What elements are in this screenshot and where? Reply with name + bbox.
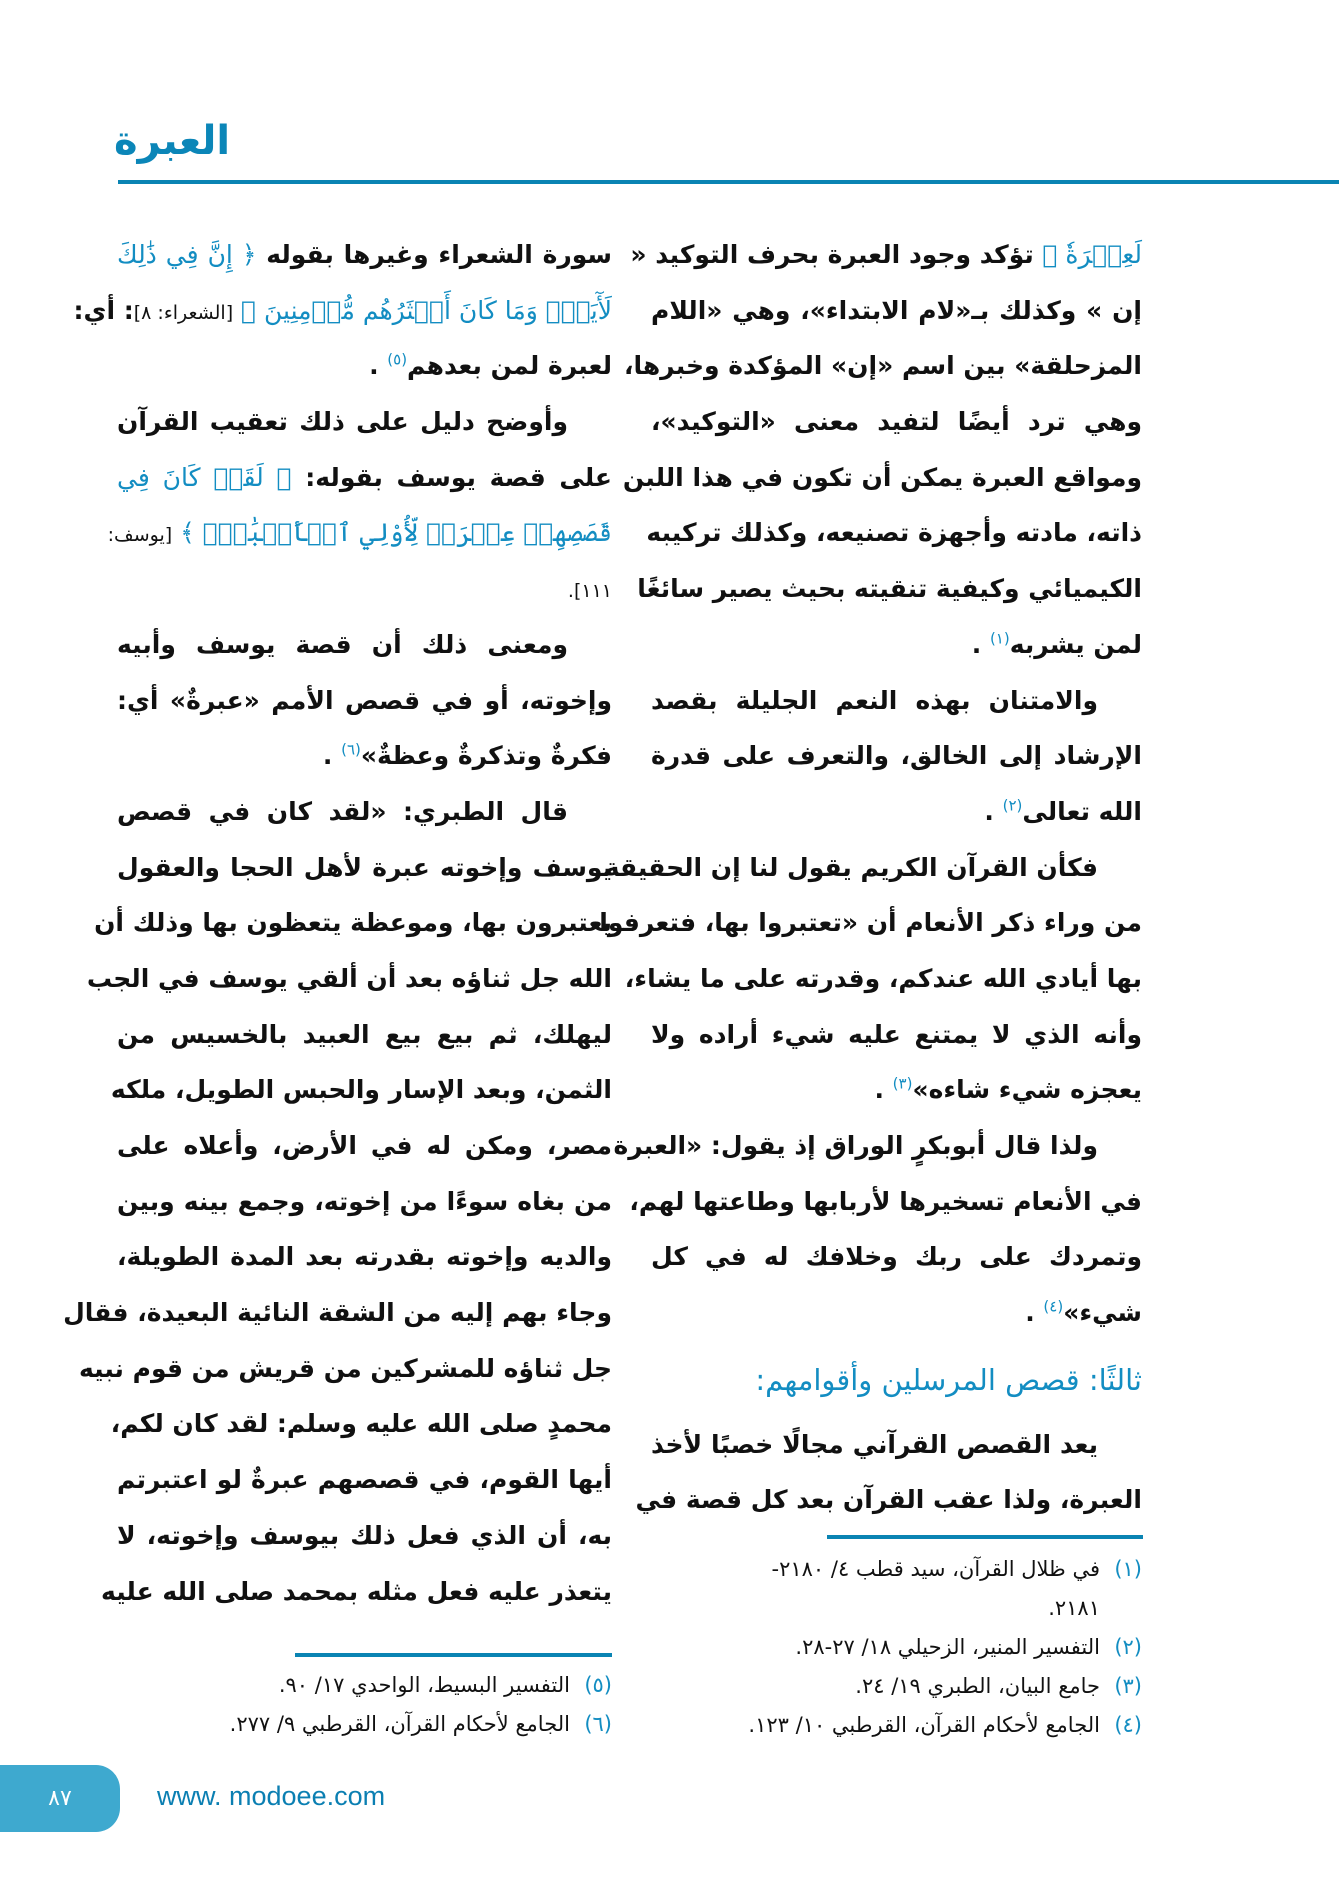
text-line: [94, 895, 612, 951]
text-segment: : أي:: [73, 295, 134, 325]
text-segment: .: [1025, 1298, 1044, 1328]
quran-verse: قَصَصِهِمۡ عِبۡرَةٞ لِّأُوْلِي ٱلۡأَلۡبَٰبِۗ ﴾: [172, 518, 612, 548]
text-line: [117, 227, 612, 283]
text-segment: العبرة، ولذا عقب القرآن بعد كل قصة في: [635, 1485, 1142, 1515]
text-segment: ذاته، مادته وأجهزة تصنيعه، وكذلك تركيبه: [646, 518, 1142, 548]
footnote: [117, 1666, 612, 1705]
footnote-ref[interactable]: (١): [989, 629, 1010, 648]
footnote-number: (٥): [584, 1673, 612, 1697]
text-line: [78, 1341, 612, 1397]
page-number: ٨٧: [48, 1786, 72, 1811]
footnote-divider-left: [295, 1653, 612, 1657]
text-line: [63, 1285, 612, 1341]
text-line: [651, 1062, 1142, 1118]
text-segment: في الأنعام تسخيرها لأربابها وطاعتها لهم،: [629, 1186, 1142, 1216]
text-segment: يعتبرون بها، وموعظة يتعظون بها وذلك أن: [94, 908, 612, 938]
text-segment: ليهلك، ثم بيع بيع العبيد بالخسيس من: [117, 1019, 612, 1049]
text-segment: الإرشاد إلى الخالق، والتعرف على قدرة: [651, 741, 1142, 771]
text-segment: ومواقع العبرة يمكن أن تكون في هذا اللبن: [622, 462, 1142, 492]
text-line: [651, 283, 1142, 339]
text-line: [117, 1508, 612, 1564]
text-line: [117, 450, 612, 506]
text-segment: وإخوته، أو في قصص الأمم «عبرةٌ» أي:: [117, 685, 612, 715]
text-line: [604, 840, 1142, 896]
text-line: [637, 561, 1142, 617]
text-line: [110, 1062, 612, 1118]
text-segment: مصر، ومكن له في الأرض، وأعلاه على: [117, 1131, 612, 1160]
text-line: [651, 673, 1142, 729]
text-segment: من وراء ذكر الأنعام أن «تعتبروا بها، فتعرفوا: [599, 908, 1142, 938]
footnote-number: (٤): [1114, 1713, 1142, 1737]
text-segment: شيء»: [1063, 1298, 1142, 1328]
text-line: [651, 394, 1142, 450]
text-line: [623, 338, 1142, 394]
text-line: [635, 1472, 1142, 1528]
text-line: [117, 1118, 612, 1174]
footnote-number: (٢): [1114, 1635, 1142, 1659]
text-segment: لعبرة لمن بعدهم: [407, 351, 612, 381]
footnote: [117, 1705, 612, 1744]
text-line: [651, 784, 1142, 840]
text-segment: وجاء بهم إليه من الشقة النائية البعيدة، فقال: [63, 1298, 612, 1328]
text-segment: قال الطبري: «لقد كان في قصص: [117, 796, 568, 826]
section-heading: [651, 1347, 1142, 1417]
footnote-ref[interactable]: (٦): [341, 740, 361, 759]
text-segment: سورة الشعراء وغيرها بقوله: [256, 240, 612, 269]
text-line: [101, 1564, 612, 1620]
text-segment: والديه وإخوته بقدرته بعد المدة الطويلة،: [117, 1242, 612, 1272]
text-line: [117, 1229, 612, 1285]
text-line: [117, 1174, 612, 1230]
footnote-number: (٦): [584, 1712, 612, 1736]
quran-verse: ﴿ لَقَدۡ كَانَ فِي: [117, 462, 292, 492]
text-segment: .: [322, 741, 342, 771]
footnote: [651, 1667, 1142, 1706]
text-segment: الله تعالى: [1022, 796, 1142, 826]
text-line: [117, 1452, 612, 1508]
text-segment: أيها القوم، في قصصهم عبرةٌ لو اعتبرتم: [117, 1465, 612, 1495]
footnote-ref[interactable]: (٢): [1002, 796, 1023, 815]
quran-verse: لَأٓيَةٗۖ وَمَا كَانَ أَكۡثَرُهُم مُّؤۡمِنِينَ ﴾: [233, 295, 612, 325]
text-line: [117, 784, 612, 840]
verse-reference: ١١١].: [567, 580, 612, 603]
text-segment: الكيميائي وكيفية تنقيته بحيث يصير سائغًا: [637, 574, 1142, 604]
text-line: [651, 1229, 1142, 1285]
footnotes-left: [117, 1666, 612, 1744]
text-line: [651, 728, 1142, 784]
footnote-continuation: ٢١٨١.: [1048, 1596, 1100, 1620]
page-title: العبرة: [114, 118, 231, 164]
footnote-text: التفسير المنير، الزحيلي ١٨/ ٢٧-٢٨.: [795, 1635, 1100, 1659]
text-line: [117, 728, 612, 784]
footnote-text: جامع البيان، الطبري ١٩/ ٢٤.: [855, 1674, 1100, 1698]
text-segment: والامتنان بهذه النعم الجليلة بقصد: [651, 685, 1098, 715]
text-segment: وتمردك على ربك وخلافك له في كل: [651, 1242, 1142, 1272]
text-line: [599, 895, 1142, 951]
text-segment: المزحلقة» بين اسم «إن» المؤكدة وخبرها،: [623, 351, 1142, 381]
text-segment: ثالثًا: قصص المرسلين وأقوامهم:: [755, 1362, 1142, 1397]
text-line: [117, 561, 612, 617]
text-line: [622, 450, 1142, 506]
text-line: [117, 840, 612, 896]
text-segment: الثمن، وبعد الإسار والحبس الطويل، ملكه: [110, 1075, 612, 1105]
text-segment: الله جل ثناؤه بعد أن ألقي يوسف في الجب: [86, 963, 612, 993]
text-segment: فكرةٌ وتذكرةٌ وعظةٌ»: [360, 741, 612, 771]
quran-verse: لَعِبۡرَةٗ ﴾: [1042, 240, 1142, 269]
text-line: [651, 1417, 1142, 1473]
text-segment: لمن يشربه: [1009, 629, 1142, 659]
text-segment: فكأن القرآن الكريم يقول لنا إن الحقيقة: [604, 852, 1098, 882]
text-segment: .: [971, 629, 990, 659]
footnotes-right: [651, 1550, 1142, 1745]
text-segment: ومعنى ذلك أن قصة يوسف وأبيه: [117, 629, 568, 659]
page-number-badge: [0, 1765, 120, 1832]
footnote-number: (١): [1114, 1557, 1142, 1581]
text-line: [651, 1007, 1142, 1063]
text-line: [117, 394, 612, 450]
website-link[interactable]: www. modoee.com: [157, 1781, 386, 1811]
text-line: [110, 1396, 612, 1452]
text-line: [86, 951, 612, 1007]
footnote-ref[interactable]: (٣): [892, 1074, 913, 1093]
text-segment: يعجزه شيء شاءه»: [912, 1075, 1142, 1105]
text-line: [629, 1174, 1142, 1230]
text-segment: جل ثناؤه للمشركين من قريش من قوم نبيه: [78, 1353, 612, 1383]
text-segment: وأنه الذي لا يمتنع عليه شيء أراده ولا: [651, 1019, 1142, 1049]
text-segment: وأوضح دليل على ذلك تعقيب القرآن: [117, 407, 568, 437]
verse-reference: [يوسف:: [107, 524, 173, 547]
text-line: [651, 617, 1142, 673]
text-line: [73, 283, 612, 339]
text-segment: به، أن الذي فعل ذلك بيوسف وإخوته، لا: [117, 1520, 612, 1550]
text-line: [613, 1118, 1142, 1174]
footnote-text: الجامع لأحكام القرآن، القرطبي ٩/ ٢٧٧.: [229, 1712, 570, 1736]
text-segment: على قصة يوسف بقوله:: [291, 462, 612, 492]
quran-verse: ﴿ إِنَّ فِي ذَٰلِكَ: [117, 240, 257, 269]
text-line: [646, 505, 1142, 561]
text-segment: يوسف وإخوته عبرة لأهل الحجا والعقول: [117, 852, 612, 882]
text-segment: وهي ترد أيضًا لتفيد معنى «التوكيد»،: [651, 407, 1142, 437]
text-segment: .: [874, 1075, 893, 1105]
footnote: [651, 1628, 1142, 1667]
text-segment: .: [984, 796, 1003, 826]
text-segment: محمدٍ صلى الله عليه وسلم: لقد كان لكم،: [110, 1409, 612, 1439]
verse-reference: [الشعراء: ٨]: [133, 301, 234, 324]
footnote-number: (٣): [1114, 1674, 1142, 1698]
footnote-ref[interactable]: (٤): [1043, 1297, 1064, 1316]
footnote: [651, 1706, 1142, 1745]
text-line: [117, 338, 612, 394]
footnote-text: الجامع لأحكام القرآن، القرطبي ١٠/ ١٢٣.: [748, 1713, 1100, 1737]
text-segment: يعد القصص القرآني مجالًا خصبًا لأخذ: [651, 1429, 1098, 1459]
footnote-text: التفسير البسيط، الواحدي ١٧/ ٩٠.: [278, 1673, 570, 1697]
text-line: [117, 673, 612, 729]
footnote-ref[interactable]: (٥): [387, 351, 408, 370]
text-segment: يتعذر عليه فعل مثله بمحمد صلى الله عليه: [101, 1576, 612, 1606]
text-segment: بها أيادي الله عندكم، وقدرته على ما يشاء،: [624, 963, 1142, 993]
text-line: [651, 1285, 1142, 1341]
text-line: [107, 505, 612, 561]
text-line: [117, 1007, 612, 1063]
text-segment: من بغاه سوءًا من إخوته، وجمع بينه وبين: [117, 1186, 612, 1216]
header-divider: [118, 180, 1339, 184]
footnote-text: في ظلال القرآن، سيد قطب ٤/ ٢١٨٠-: [771, 1557, 1100, 1581]
footnote: [651, 1550, 1142, 1589]
text-line: [117, 617, 612, 673]
text-segment: تؤكد وجود العبرة بحرف التوكيد «: [630, 240, 1043, 269]
text-line: [630, 227, 1142, 283]
text-segment: ولذا قال أبوبكرٍ الوراق إذ يقول: «العبرة: [613, 1131, 1098, 1160]
text-segment: .: [369, 351, 388, 381]
right-column: [599, 227, 1142, 1528]
left-column: [63, 227, 612, 1619]
footnote-divider-right: [827, 1535, 1143, 1539]
text-segment: إن » وكذلك بـ«لام الابتداء»، وهي «اللام: [651, 295, 1142, 325]
text-line: [624, 951, 1142, 1007]
